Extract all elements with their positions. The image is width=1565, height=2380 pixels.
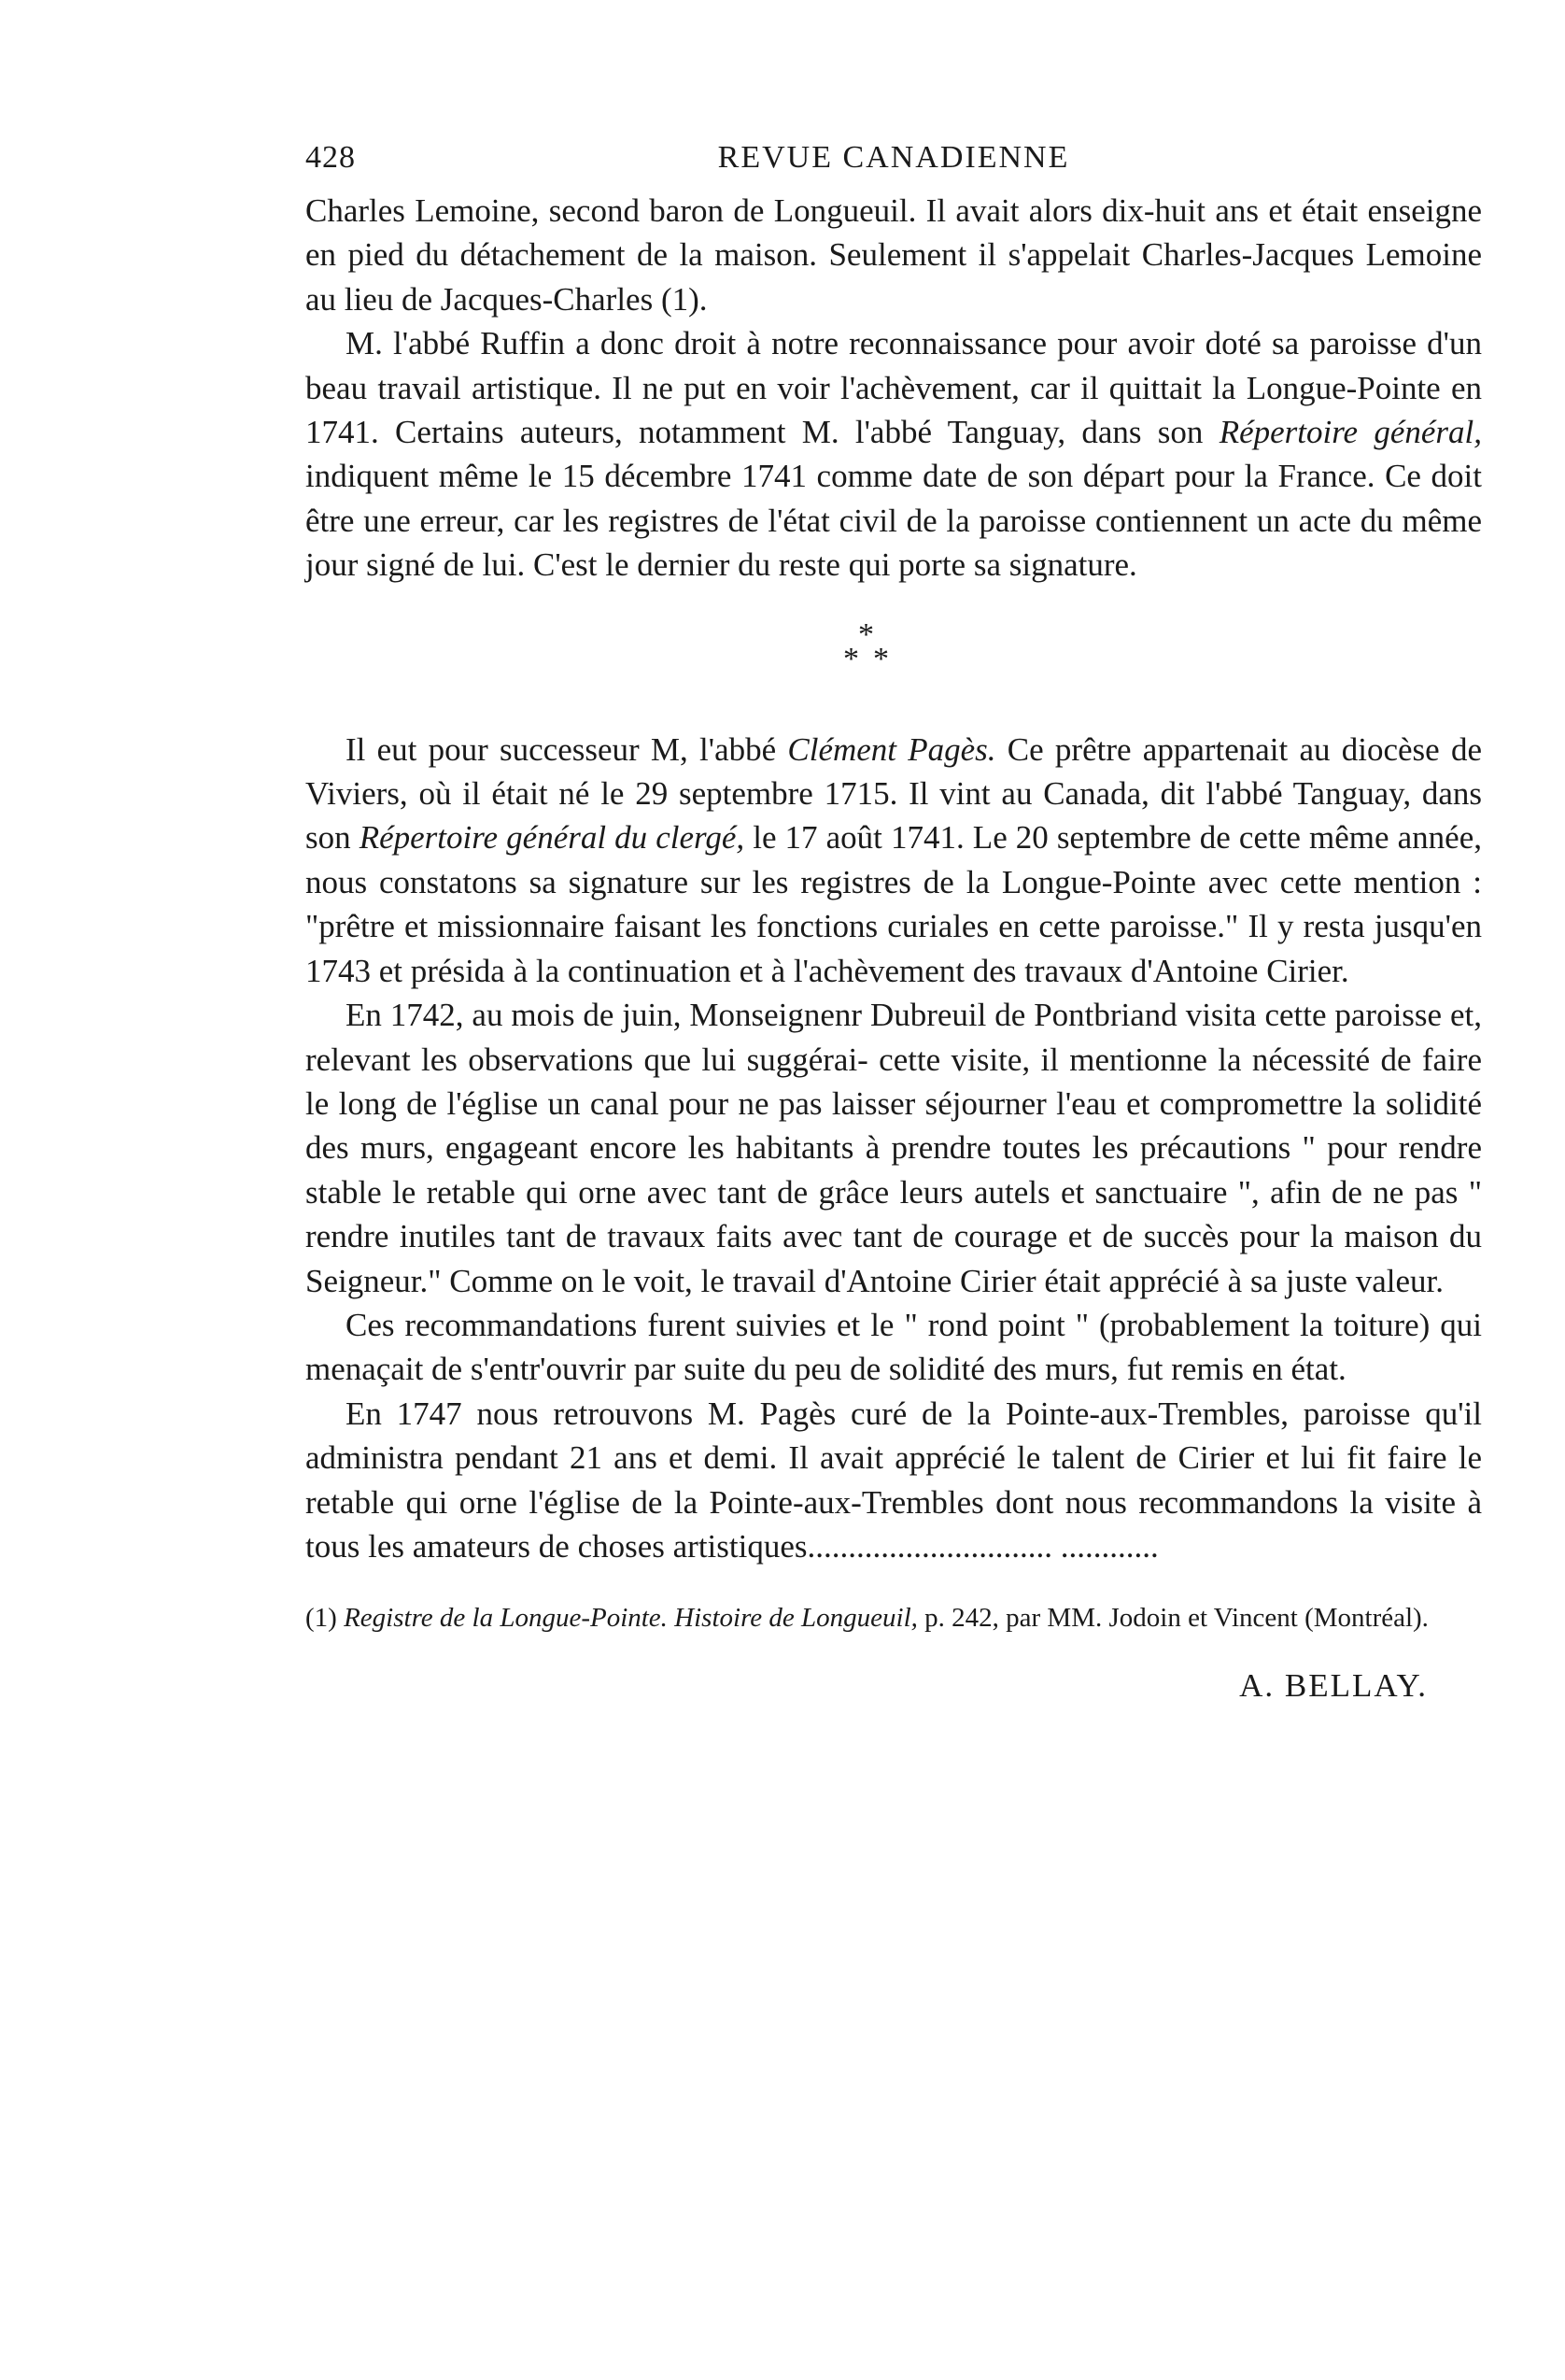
section-asterism — [305, 612, 1482, 722]
paragraph-2-text-b: indiquent même le 15 décembre 1741 comme date de son départ pour la France. Ce doit être une erreur, car les registres de l'état civil de la paroisse contiennent un acte du même jour signé de lui. C'est le dernier du reste qui porte sa signature. — [305, 458, 1482, 584]
footnote-marker: (1) — [305, 1603, 345, 1634]
asterism-star-top: * — [858, 616, 874, 652]
asterism-star-right: * — [873, 641, 889, 676]
paragraph-6: En 1747 nous retrouvons M. Pagès curé de la Pointe-aux-Trembles, paroisse qu'il administra pendant 21 ans et demi. Il avait apprécié le talent de Cirier et lui fit faire le retable qui orne l'église de la Pointe-aux-Trembles dont nous recommandons la visite à tous les amateurs de choses artistiques.............................. ............ — [305, 1395, 1482, 1565]
paragraph-2-text-a: M. l'abbé Ruffin a donc droit à notre reconnaissance pour avoir doté sa paroisse d'un beau travail artistique. Il ne put en voir l'achèvement, car il quittait la Longue-Pointe en 1741. Certains auteurs, notamment M. l'abbé Tanguay, dans son — [305, 325, 1482, 451]
page-number: 428 — [305, 140, 356, 175]
author-signature: A. BELLAY. — [1239, 1667, 1428, 1705]
journal-title: REVUE CANADIENNE — [717, 140, 1070, 175]
document-page — [305, 131, 1482, 1705]
paragraph-5: Ces recommandations furent suivies et le " rond point " (probablement la toiture) qui menaçait de s'entr'ouvrir par suite du peu de solidité des murs, fut remis en état. — [305, 1306, 1482, 1388]
paragraph-3-text-c: le 17 août 1741. Le 20 septembre de cette même année, nous constatons sa signature sur les registres de la Longue-Pointe avec cette mention : "prêtre et missionnaire faisant les fonctions curiales en cette paroisse." Il y resta jusqu'en 1743 et présida à la continuation et à l'achèvement des travaux d'Antoine Cirier. — [305, 819, 1482, 989]
paragraph-3 — [305, 728, 1482, 993]
paragraph-3-italic-name: Clément Pagès. — [787, 730, 996, 768]
paragraph-3-italic-title: Répertoire général du clergé, — [359, 819, 745, 857]
paragraph-4: En 1742, au mois de juin, Monseignenr Dubreuil de Pontbriand visita cette paroisse et, relevant les observations que lui suggérai- cette visite, il mentionne la nécessité de faire le long de l'église un canal pour ne pas laisser séjourner l'eau et compromettre la solidité des murs, engageant encore les habitants à prendre toutes les précautions " pour rendre stable le retable qui orne avec tant de grâce leurs autels et sanctuaire ", afin de ne pas " rendre inutiles tant de travaux faits avec tant de courage et de succès pour la maison du Seigneur." Comme on le voit, le travail d'Antoine Cirier était apprécié à sa juste valeur. — [305, 997, 1482, 1299]
footnote — [305, 1602, 1482, 1634]
paragraph-3-text-b: Ce prêtre appartenait au diocèse de Viviers, où il était né le 29 septembre 1715. Il vint au Canada, dit l'abbé Tanguay, dans son — [305, 730, 1482, 857]
asterism-star-left: * — [843, 641, 859, 676]
body-text — [305, 189, 1482, 1568]
paragraph-2-italic: Répertoire général, — [1219, 414, 1482, 451]
paragraph-1: Charles Lemoine, second baron de Longueuil. Il avait alors dix-huit ans et était enseigne en pied du détachement de la maison. Seulement il s'appelait Charles-Jacques Lemoine au lieu de Jacques-Charles (1). — [305, 192, 1482, 318]
paragraph-2 — [305, 321, 1482, 587]
running-head — [305, 131, 1482, 187]
footnote-text: p. 242, par MM. Jodoin et Vincent (Montréal). — [917, 1603, 1429, 1634]
paragraph-3-text-a: Il eut pour successeur M, l'abbé — [345, 730, 788, 768]
footnote-italic: Registre de la Longue-Pointe. Histoire de Longueuil, — [344, 1603, 918, 1634]
